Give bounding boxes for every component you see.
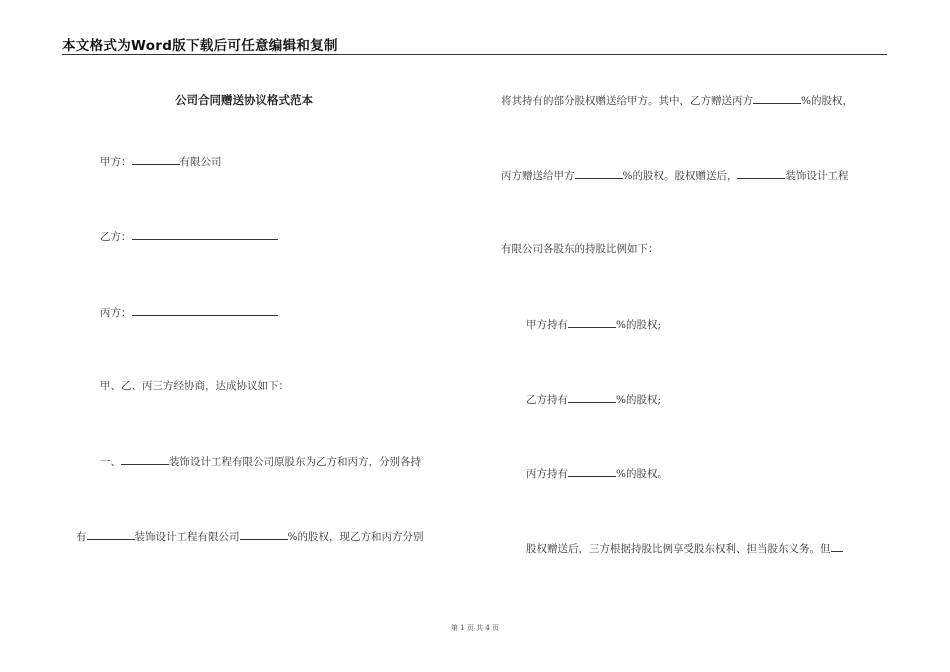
clause-1b-mid2: %的股权，现乙方和丙方分别 (287, 531, 424, 543)
holding-c-prefix: 丙方持有 (526, 468, 568, 480)
right-line-2-blank-1 (575, 168, 623, 179)
right-line-3: 有限公司各股东的持股比例如下： (501, 243, 659, 255)
holding-b-prefix: 乙方持有 (526, 394, 568, 406)
holding-a-blank (568, 317, 616, 328)
party-c-line (100, 305, 278, 320)
right-line-1 (501, 93, 853, 108)
right-line-2-mid: %的股权。股权赠送后， (622, 170, 738, 182)
holding-b-line (526, 392, 661, 407)
right-line-2-blank-2 (737, 168, 785, 179)
clause-1-suffix: 装饰设计工程有限公司原股东为乙方和丙方，分别各持 (169, 456, 421, 468)
holding-a-suffix: %的股权; (616, 319, 662, 331)
agreement-intro: 甲、乙、丙三方经协商，达成协议如下： (100, 380, 289, 392)
right-line-2-suffix: 装饰设计工程 (785, 170, 849, 182)
clause-1-blank (121, 454, 169, 465)
header-text: 本文格式为Word版下载后可任意编辑和复制 (62, 38, 338, 54)
party-a-line (100, 154, 222, 169)
party-a-blank (132, 154, 180, 165)
party-b-line (100, 229, 278, 244)
party-c-blank (132, 305, 278, 316)
page-footer: 第 1 页 共 4 页 (450, 624, 500, 632)
right-last-line (526, 541, 843, 556)
clause-1b-blank-1 (87, 529, 135, 540)
right-line-1-suffix: %的股权， (801, 95, 853, 107)
clause-1-line (100, 454, 421, 469)
holding-c-line (526, 466, 668, 481)
right-line-1-blank (753, 93, 801, 104)
clause-1b-blank-2 (240, 529, 288, 540)
clause-1b-prefix: 有 (76, 531, 87, 543)
party-c-label: 丙方： (100, 307, 132, 319)
holding-c-blank (568, 466, 616, 477)
clause-1b-line (76, 529, 423, 544)
right-line-2-prefix: 丙方赠送给甲方 (501, 170, 575, 182)
party-b-label: 乙方： (100, 231, 132, 243)
holding-b-suffix: %的股权; (616, 394, 662, 406)
page-header (62, 34, 887, 55)
holding-a-line (526, 317, 661, 332)
right-last-line-blank (831, 541, 843, 552)
party-b-blank (132, 229, 278, 240)
right-line-1-prefix: 将其持有的部分股权赠送给甲方。其中，乙方赠送丙方 (501, 95, 753, 107)
party-a-suffix: 有限公司 (179, 156, 222, 168)
clause-1-prefix: 一、 (100, 456, 121, 468)
party-a-label: 甲方： (100, 156, 132, 168)
holding-a-prefix: 甲方持有 (526, 319, 568, 331)
right-line-2 (501, 168, 848, 183)
document-title: 公司合同赠送协议格式范本 (175, 93, 313, 107)
holding-b-blank (568, 392, 616, 403)
holding-c-suffix: %的股权。 (616, 468, 668, 480)
right-last-line-text: 股权赠送后，三方根据持股比例享受股东权利、担当股东义务。但 (526, 543, 831, 555)
clause-1b-mid1: 装饰设计工程有限公司 (134, 531, 240, 543)
